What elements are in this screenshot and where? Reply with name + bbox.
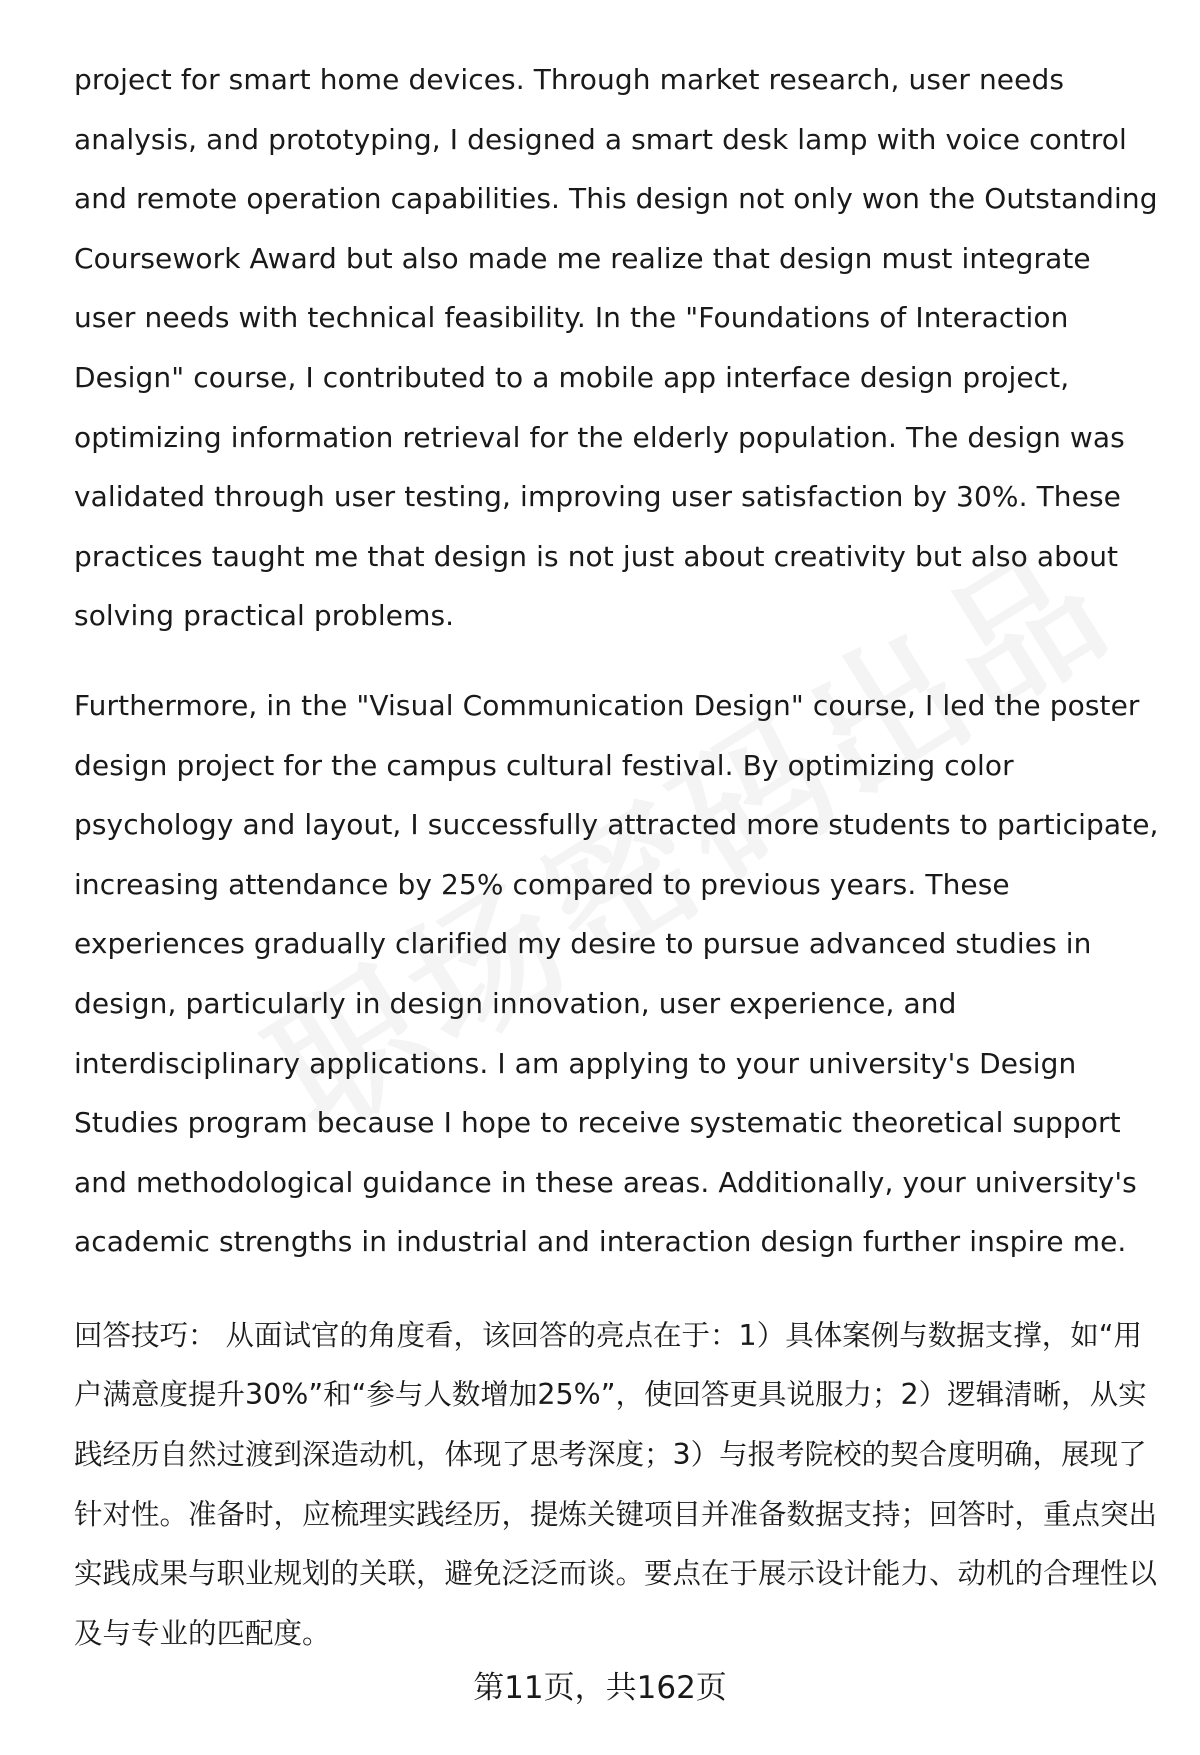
paragraph-1: project for smart home devices. Through market research, user needs analysis, and prototyping, I designed a smart desk lamp with voice control and remote operation capabilities. This design not only won the Outstanding Coursework Award but also made me realize that design must integrate user needs with technical feasibility. In the "Foundations of Interaction Design" course, I contributed to a mobile app interface design project, optimizing information retrieval for the elderly population. The design was validated through user testing, improving user satisfaction by 30%. These practices taught me that design is not just about creativity but also about solving practical problems.	[74, 63, 1158, 633]
answer-tips: 回答技巧： 从面试官的角度看，该回答的亮点在于：1）具体案例与数据支撑，如“用户满意度提升30%”和“参与人数增加25%”，使回答更具说服力；2）逻辑清晰，从实践经历自然过渡到深造动机，体现了思考深度；3）与报考院校的契合度明确，展现了针对性。准备时，应梳理实践经历，提炼关键项目并准备数据支持；回答时，重点突出实践成果与职业规划的关联，避免泛泛而谈。要点在于展示设计能力、动机的合理性以及与专业的匹配度。	[74, 1318, 1158, 1650]
document-body	[74, 50, 1159, 1663]
page-number: 第11页，共162页	[473, 1670, 727, 1706]
paragraph-2: Furthermore, in the "Visual Communication Design" course, I led the poster design project for the campus cultural festival. By optimizing color psychology and layout, I successfully attracted more students to participate, increasing attendance by 25% compared to previous years. These experiences gradually clarified my desire to pursue advanced studies in design, particularly in design innovation, user experience, and interdisciplinary applications. I am applying to your university's Design Studies program because I hope to receive systematic theoretical support and methodological guidance in these areas. Additionally, your university's academic strengths in industrial and interaction design further inspire me.	[74, 688, 1159, 1259]
